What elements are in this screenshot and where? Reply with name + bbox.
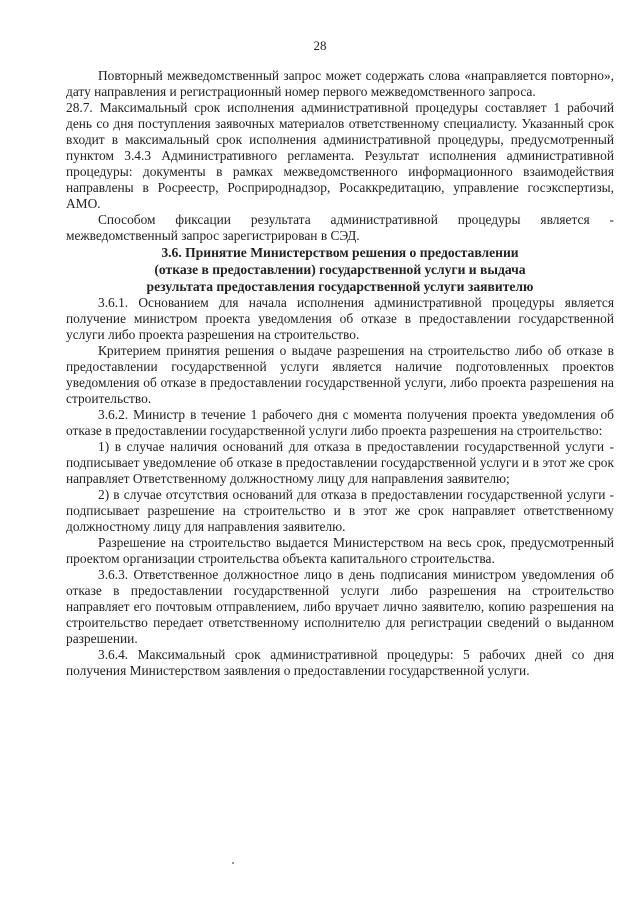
paragraph-decision-criterion: Критерием принятия решения о выдаче разрешения на строительство либо об отказе в предоставлении государственной услуги является наличие подготовленных проектов уведомления об отказе в предоставлении государственной услуги, либо проекта разрешения на строительство. (66, 343, 614, 406)
paragraph-3-6-2: 3.6.2. Министр в течение 1 рабочего дня с момента получения проекта уведомления об отказе в предоставлении государственной услуги либо проекта разрешения на строительство: (66, 407, 614, 438)
page-number: 28 (313, 38, 327, 53)
paragraph-3-6-3: 3.6.3. Ответственное должностное лицо в день подписания министром уведомления об отказе в предоставлении государственной услуги либо разрешения на строительство направляет его почтовым отправлением, либо вручает лично заявителю, копию разрешения на строительство передает ответственному исполнителю для регистрации сведений о выданном разрешении. (66, 567, 614, 646)
scan-speck (232, 862, 234, 864)
paragraph-3-6-4: 3.6.4. Максимальный срок административной процедуры: 5 рабочих дней со дня получения Министерством заявления о предоставлении государственной услуги. (66, 647, 614, 678)
section-heading-line: результата предоставления государственной услуги заявителю (146, 279, 534, 294)
paragraph-3-6-1: 3.6.1. Основанием для начала исполнения административной процедуры является получение министром проекта уведомления об отказе в предоставлении государственной услуги либо проекта разрешения на строительство. (66, 295, 614, 342)
paragraph-fixation-method: Способом фиксации результата административной процедуры является - межведомственный запрос зарегистрирован в СЭД. (66, 212, 614, 243)
section-heading-3-6 (66, 244, 614, 295)
paragraph-28-7: 28.7. Максимальный срок исполнения административной процедуры составляет 1 рабочий день со дня поступления заявочных материалов ответственному специалисту. Указанный срок входит в максимальный срок исполнения административной процедуры, предусмотренный пунктом 3.4.3 Административного регламента. Результат исполнения административной процедуры: документы в рамках межведомственного информационного взаимодействия направлены в Росреестр, Росприроднадзор, Росаккредитацию, управление госэкспертизы, АМО. (66, 100, 614, 211)
paragraph-case-permit: 2) в случае отсутствия оснований для отказа в предоставлении государственной услуги - подписывает разрешение на строительство и в этот же срок направляет ответственному должностному лицу для направления заявителю. (66, 487, 614, 534)
section-heading-line: (отказе в предоставлении) государственной услуги и выдача (154, 262, 526, 277)
paragraph-permit-term: Разрешение на строительство выдается Министерством на весь срок, предусмотренный проектом организации строительства объекта капитального строительства. (66, 535, 614, 566)
document-body (66, 68, 614, 679)
paragraph-case-refusal: 1) в случае наличия оснований для отказа в предоставлении государственной услуги - подписывает уведомление об отказе в предоставлении государственной услуги и в этот же срок направляет Ответственному должностному лицу для направления заявителю; (66, 439, 614, 486)
section-heading-line: 3.6. Принятие Министерством решения о предоставлении (161, 245, 519, 260)
paragraph-repeat-request: Повторный межведомственный запрос может содержать слова «направляется повторно», дату направления и регистрационный номер первого межведомственного запроса. (66, 68, 614, 99)
